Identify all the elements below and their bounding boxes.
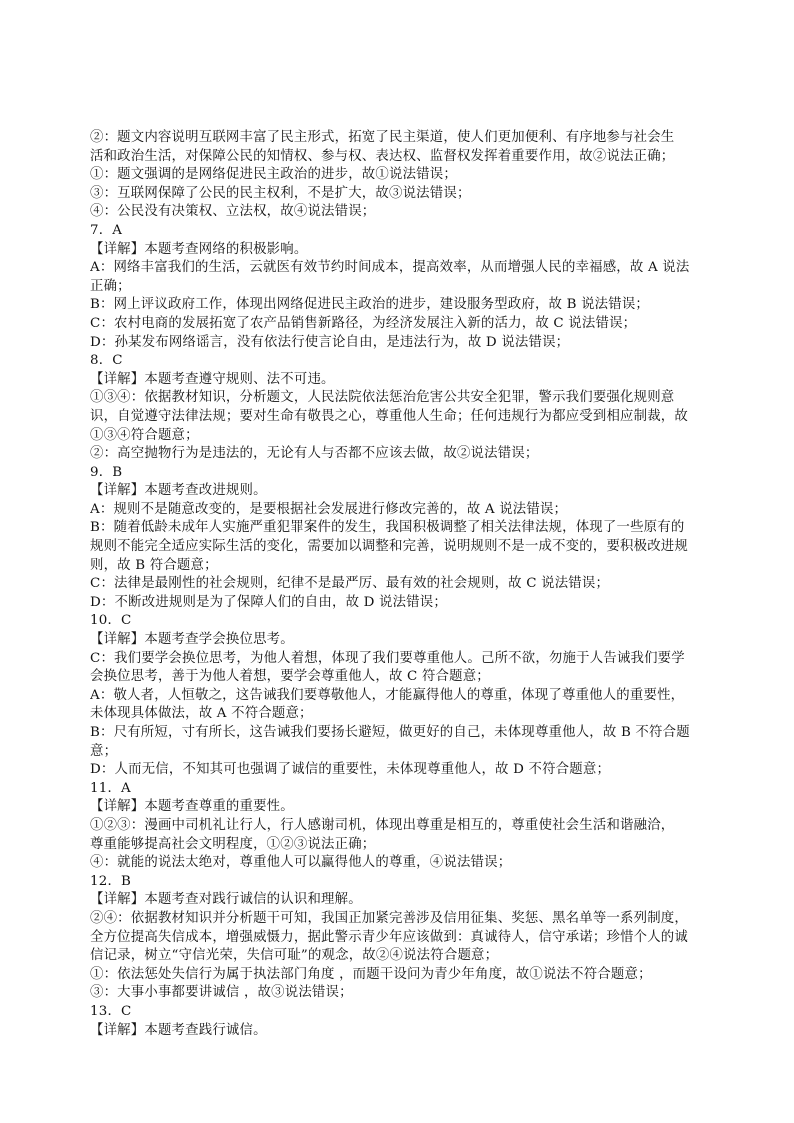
question-number: 10．C [90,613,132,629]
explanation-heading: 【详解】本题考查网络的积极影响。 [90,241,308,257]
text-line: 会换位思考，善于为他人着想，要学会尊重他人，故 C 符合题意； [90,669,490,685]
document-page [90,129,710,1040]
explanation-heading: 【详解】本题考查对践行诚信的认识和理解。 [90,892,362,908]
text-line: C：农村电商的发展拓宽了农产品销售新路径，为经济发展注入新的活力，故 C 说法错误； [90,315,637,331]
question-number: 7．A [90,222,123,238]
text-line: 活和政治生活，对保障公民的知情权、参与权、表达权、监督权发挥着重要作用，故②说法正确； [90,148,675,164]
text-line: ③：大事小事都要讲诚信 ，故③说法错误； [90,985,353,1001]
question-number: 9．B [90,464,123,480]
text-line: D：孙某发布网络谣言，没有依法行使言论自由，是违法行为，故 D 说法错误； [90,334,570,350]
text-line: ④：公民没有决策权、立法权，故④说法错误； [90,204,376,220]
text-line: C：我们要学会换位思考，为他人着想，体现了我们要尊重他人。己所不欲，勿施于人告诫我们要学 [90,650,685,666]
text-line: 全方位提高失信成本，增强威慑力，据此警示青少年应该做到：真诚待人，信守承诺；珍惜个人的诚 [90,929,688,945]
text-line: ①：依法惩处失信行为属于执法部门角度 ，而题干设问为青少年角度，故①说法不符合题意； [90,966,652,982]
text-line: 识，自觉遵守法律法规；要对生命有敬畏之心，尊重他人生命；任何违规行为都应受到相应制裁，故 [90,408,688,424]
text-line: ②④：依据教材知识并分析题干可知，我国正加紧完善涉及信用征集、奖惩、黑名单等一系列制度， [90,910,688,926]
text-line: 则，故 B 符合题意； [90,557,218,573]
text-line: B：随着低龄未成年人实施严重犯罪案件的发生，我国积极调整了相关法律法规，体现了一些原有的 [90,520,685,536]
explanation-heading: 【详解】本题考查尊重的重要性。 [90,799,294,815]
question-number: 11．A [90,780,131,796]
text-line: A：规则不是随意改变的，是要根据社会发展进行修改完善的，故 A 说法错误； [90,501,568,517]
explanation-heading: 【详解】本题考查学会换位思考。 [90,632,294,648]
text-line: B：网上评议政府工作，体现出网络促进民主政治的进步，建设服务型政府，故 B 说法错误； [90,297,650,313]
text-line: 未体现具体做法，故 A 不符合题意； [90,706,313,722]
question-number: 8．C [90,353,123,369]
text-line: ③：互联网保障了公民的民主权利，不是扩大，故③说法错误； [90,185,471,201]
explanation-heading: 【详解】本题考查改进规则。 [90,483,267,499]
text-line: C：法律是最刚性的社会规则，纪律不是最严厉、最有效的社会规则，故 C 说法错误； [90,576,610,592]
question-number: 12．B [90,873,132,889]
text-line: 尊重能够提高社会文明程度，①②③说法正确； [90,836,376,852]
explanation-heading: 【详解】本题考查遵守规则、法不可违。 [90,371,335,387]
explanation-heading: 【详解】本题考查践行诚信。 [90,1022,267,1038]
text-line: ①②③：漫画中司机礼让行人，行人感谢司机，体现出尊重是相互的，尊重使社会生活和谐融洽， [90,817,675,833]
text-line: ④：就能的说法太绝对，尊重他人可以赢得他人的尊重，④说法错误； [90,855,512,871]
text-line: D：不断改进规则是为了保障人们的自由，故 D 说法错误； [90,594,447,610]
text-line: A：敬人者，人恒敬之，这告诫我们要尊敬他人，才能赢得他人的尊重，体现了尊重他人的重要性， [90,687,685,703]
text-line: ②：高空抛物行为是违法的，无论有人与否都不应该去做，故②说法错误； [90,446,539,462]
text-line: ①③④：依据教材知识，分析题文，人民法院依法惩治危害公共安全犯罪，警示我们要强化规则意 [90,390,675,406]
text-line: 意； [90,743,118,759]
text-line: ①③④符合题意； [90,427,199,443]
text-line: A：网络丰富我们的生活，云就医有效节约时间成本，提高效率，从而增强人民的幸福感，故 A 说法 [90,260,690,276]
text-line: ②：题文内容说明互联网丰富了民主形式，拓宽了民主渠道，使人们更加便利、有序地参与社会生 [90,130,675,145]
text-line: D：人而无信，不知其可也强调了诚信的重要性，未体现尊重他人，故 D 不符合题意； [90,762,611,778]
text-line: 正确； [90,278,131,294]
text-line: ①：题文强调的是网络促进民主政治的进步，故①说法错误； [90,167,457,183]
text-line: B：尺有所短，寸有所长，这告诫我们要扬长避短，做更好的自己，未体现尊重他人，故 B 不符合题 [90,725,690,740]
text-line: 信记录，树立“守信光荣，失信可耻”的观念，故②④说法符合题意； [90,948,499,964]
question-number: 13．C [90,1003,132,1019]
text-line: 规则不能完全适应实际生活的变化，需要加以调整和完善，说明规则不是一成不变的，要积极改进规 [90,539,688,555]
